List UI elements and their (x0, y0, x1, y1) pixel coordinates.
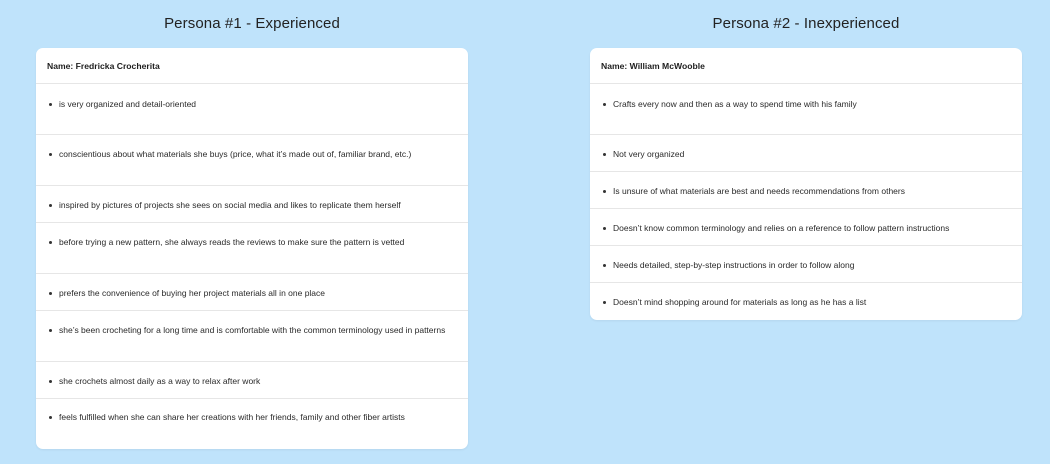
list-item-text: Is unsure of what materials are best and needs recommendations from others (603, 184, 1010, 198)
list-item-text: is very organized and detail-oriented (49, 97, 456, 111)
list-item (590, 283, 1022, 320)
list-item (36, 362, 468, 399)
list-item-text: Needs detailed, step-by-step instructions in order to follow along (603, 258, 1010, 272)
list-item-text: Crafts every now and then as a way to spend time with his family (603, 97, 1010, 111)
list-item-text: feels fulfilled when she can share her creations with her friends, family and other fiber artists (49, 410, 456, 424)
list-item (590, 209, 1022, 246)
list-item-text: Doesn’t know common terminology and relies on a reference to follow pattern instructions (603, 221, 1010, 235)
persona-experienced (36, 0, 468, 449)
list-item (36, 84, 468, 135)
persona-title: Persona #1 - Experienced (164, 15, 340, 32)
list-item (36, 399, 468, 449)
list-item-text: inspired by pictures of projects she sees on social media and likes to replicate them herself (49, 198, 456, 212)
list-item (36, 135, 468, 186)
list-item (590, 84, 1022, 135)
list-item-text: Doesn’t mind shopping around for materials as long as he has a list (603, 295, 1010, 309)
persona-name: Name: Fredricka Crocherita (36, 48, 468, 84)
list-item (590, 172, 1022, 209)
list-item (590, 135, 1022, 172)
persona-card (590, 48, 1022, 320)
list-item-text: prefers the convenience of buying her project materials all in one place (49, 286, 456, 300)
persona-inexperienced (590, 0, 1022, 320)
list-item (36, 274, 468, 311)
list-item-text: Not very organized (603, 147, 1010, 161)
list-item (36, 223, 468, 274)
persona-title: Persona #2 - Inexperienced (712, 15, 900, 32)
list-item-text: before trying a new pattern, she always reads the reviews to make sure the pattern is vetted (49, 235, 456, 249)
persona-card (36, 48, 468, 449)
list-item (36, 311, 468, 362)
list-item (590, 246, 1022, 283)
list-item-text: she crochets almost daily as a way to relax after work (49, 374, 456, 388)
list-item-text: she’s been crocheting for a long time and is comfortable with the common terminology used in patterns (49, 323, 456, 337)
persona-name: Name: William McWooble (590, 48, 1022, 84)
list-item-text: conscientious about what materials she buys (price, what it’s made out of, familiar brand, etc.) (49, 147, 456, 161)
list-item (36, 186, 468, 223)
